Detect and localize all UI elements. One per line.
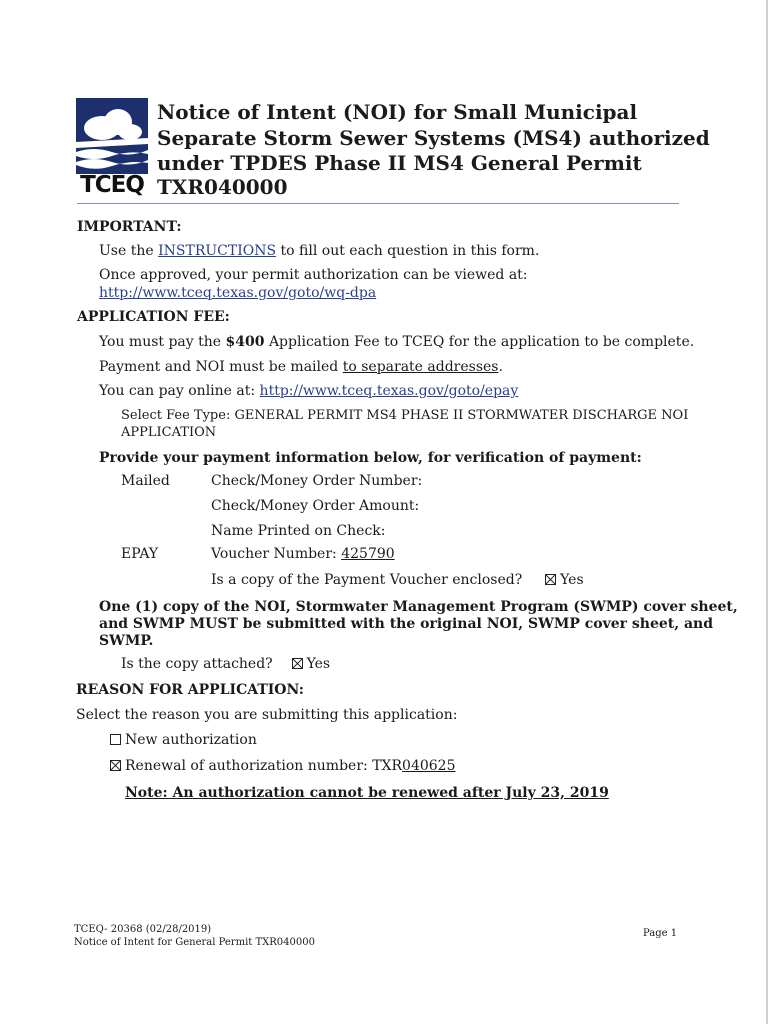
copy-notice-line-1: One (1) copy of the NOI, Stormwater Management Program (SWMP) cover sheet,: [99, 599, 738, 615]
payment-info-heading: Provide your payment information below, for verification of payment:: [99, 450, 642, 466]
fee-amount: $400: [225, 334, 265, 350]
reason-prompt: Select the reason you are submitting this application:: [76, 707, 458, 723]
fee-heading: APPLICATION FEE:: [77, 309, 230, 325]
check-amount-label: Check/Money Order Amount:: [211, 498, 420, 514]
voucher-line: [211, 546, 395, 562]
voucher-copy-answer: Yes: [560, 572, 584, 588]
instructions-prefix: Use the: [99, 243, 159, 259]
copy-attached-checkbox[interactable]: [292, 658, 303, 669]
header-rule: [77, 203, 679, 204]
check-number-label: Check/Money Order Number:: [211, 473, 423, 489]
voucher-label: Voucher Number:: [211, 546, 342, 562]
renewal-checkbox[interactable]: [110, 760, 121, 771]
renewal-option[interactable]: [110, 758, 456, 774]
fee-type-line-2: APPLICATION: [121, 425, 217, 440]
copy-attached-question: Is the copy attached?: [121, 656, 273, 672]
fee-mail-suffix: .: [498, 359, 503, 375]
renewal-number: 040625: [402, 758, 456, 774]
fee-mail-prefix: Payment and NOI must be mailed: [99, 359, 343, 375]
title-line-3: under TPDES Phase II MS4 General Permit: [157, 151, 642, 175]
title-line-1: Notice of Intent (NOI) for Small Municipal: [157, 100, 638, 124]
copy-attached-line: [121, 656, 330, 672]
instructions-line: [99, 243, 539, 259]
footer-page: Page 1: [643, 928, 678, 939]
footer-form-id: TCEQ- 20368 (02/28/2019): [74, 924, 212, 935]
fee-pay-prefix: You must pay the: [99, 334, 226, 350]
important-heading: IMPORTANT:: [77, 219, 182, 235]
voucher-copy-checkbox[interactable]: [545, 574, 556, 585]
voucher-number: 425790: [341, 546, 395, 562]
voucher-copy-line: [211, 572, 584, 588]
scan-edge: [766, 0, 768, 1024]
separate-addresses-text: to separate addresses: [342, 359, 499, 375]
renewal-note: Note: An authorization cannot be renewed after July 23, 2019: [125, 785, 609, 801]
epay-url-link[interactable]: http://www.tceq.texas.gov/goto/epay: [259, 383, 519, 399]
fee-online-line: [99, 383, 518, 399]
title-line-4: TXR040000: [157, 175, 288, 199]
approved-text: Once approved, your permit authorization can be viewed at:: [99, 267, 528, 283]
new-authorization-checkbox[interactable]: [110, 734, 121, 745]
copy-notice-line-2: and SWMP MUST be submitted with the original NOI, SWMP cover sheet, and: [99, 616, 714, 632]
name-on-check-label: Name Printed on Check:: [211, 523, 386, 539]
voucher-copy-question: Is a copy of the Payment Voucher enclosed?: [211, 572, 523, 588]
instructions-link[interactable]: INSTRUCTIONS: [158, 243, 277, 259]
copy-attached-answer: Yes: [306, 656, 331, 672]
epay-label: EPAY: [121, 546, 159, 562]
reason-heading: REASON FOR APPLICATION:: [76, 682, 304, 698]
fee-pay-line: [99, 334, 694, 350]
fee-type-line-1: Select Fee Type: GENERAL PERMIT MS4 PHASE II STORMWATER DISCHARGE NOI: [121, 408, 689, 423]
new-authorization-label: New authorization: [125, 732, 257, 748]
mailed-label: Mailed: [121, 473, 170, 489]
footer-form-title: Notice of Intent for General Permit TXR040000: [74, 937, 315, 948]
approved-url-link[interactable]: http://www.tceq.texas.gov/goto/wq-dpa: [99, 285, 377, 301]
fee-mail-line: [99, 359, 503, 375]
renewal-label: Renewal of authorization number: TXR: [125, 758, 403, 774]
tceq-logo: [76, 98, 148, 198]
copy-notice-line-3: SWMP.: [99, 633, 154, 649]
new-authorization-option[interactable]: [110, 732, 257, 748]
fee-pay-suffix: Application Fee to TCEQ for the application to be complete.: [264, 334, 695, 350]
tceq-logo-text: TCEQ: [80, 172, 144, 198]
instructions-suffix: to fill out each question in this form.: [276, 243, 540, 259]
fee-online-prefix: You can pay online at:: [99, 383, 260, 399]
title-line-2: Separate Storm Sewer Systems (MS4) authorized: [157, 126, 710, 150]
tceq-logo-emblem: [76, 98, 148, 174]
